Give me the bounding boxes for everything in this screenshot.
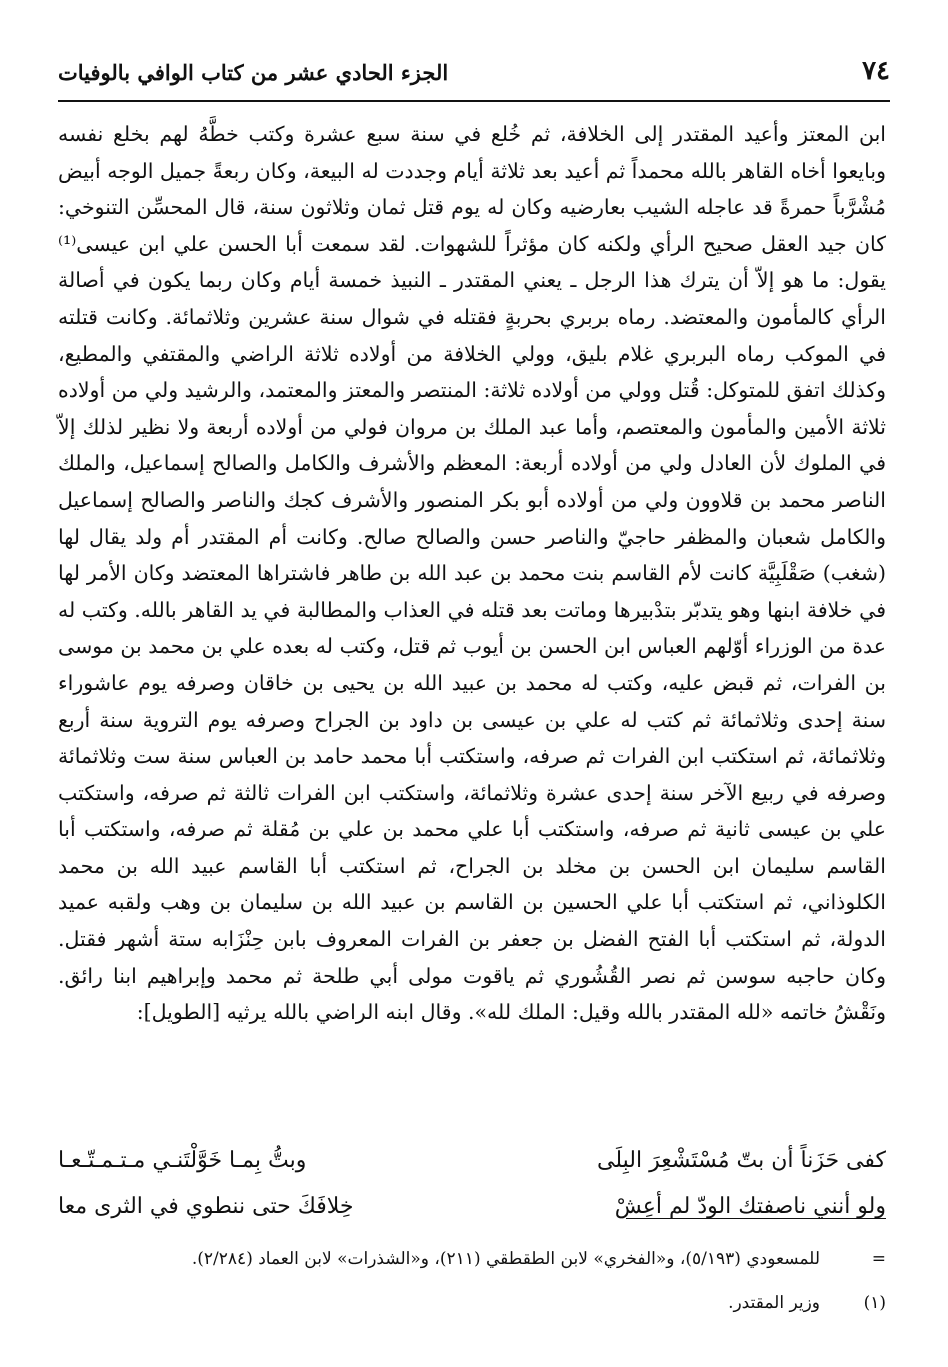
verse-1-first-hemistich: كفى حَزَناً أن بتّ مُسْتَشْعِرَ البِلَى: [597, 1148, 886, 1173]
verse-1: [58, 1138, 886, 1184]
header-rule: [58, 100, 890, 102]
page-header: [58, 52, 890, 100]
footnote-mark: (١): [863, 1293, 886, 1313]
footnote-text: وزير المقتدر.: [728, 1293, 820, 1313]
page-number: ٧٤: [862, 56, 890, 86]
verse-2-first-hemistich: ولو أنني ناصفتك الودّ لم أعِشْ: [614, 1194, 886, 1219]
poem: [58, 1138, 886, 1230]
footnote-continued: [58, 1244, 886, 1288]
footnote-mark: =: [871, 1249, 886, 1269]
footnotes: [58, 1244, 886, 1332]
verse-2-second-hemistich: خِلافَكَ حتى ننطوي في الثرى معا: [58, 1194, 354, 1219]
footnote-text: للمسعودي (٥/١٩٣)، و«الفخري» لابن الطقطقي (٢١١)، و«الشذرات» لابن العماد (٢/٢٨٤).: [191, 1249, 820, 1269]
body-paragraph: ابن المعتز وأعيد المقتدر إلى الخلافة، ثم خُلع في سنة سبع عشرة وكتب خطَّهُ لهم بخلع نفسه وبايعوا أخاه القاهر بالله محمداً ثم أعيد بعد ثلاثة أيام وجددت له البيعة، وكان ربعةً جميل الوجه أبيض مُشْرَّباً حمرةً قد عاجله الشيب بعارضيه وكان له يوم قتل ثمان وثلاثون سنة، قال المحسِّن التنوخي: كان جيد العقل صحيح الرأي ولكنه كان مؤثراً للشهوات. لقد سمعت أبا الحسن علي ابن عيسى⁽¹⁾ يقول: ما هو إلاّ أن يترك هذا الرجل ـ يعني المقتدر ـ النبيذ خمسة أيام وكان ربما يكون في أصالة الرأي كالمأمون والمعتضد. رماه بربري بحربةٍ فقتله في شوال سنة عشرين وثلاثمائة. وكانت قتلته في الموكب رماه البربري غلام بليق، وولي الخلافة من أولاده ثلاثة الراضي والمقتفي والمطيع، وكذلك اتفق للمتوكل: قُتل وولي من أولاده ثلاثة: المنتصر والمعتز والمعتمد، والرشيد ولي من أولاده ثلاثة الأمين والمأمون والمعتصم، وأما عبد الملك بن مروان فولي من أولاده أربعة ولا نظير لذلك إلاّ في الملوك لأن العادل ولي من أولاده أربعة: المعظم والأشرف والكامل والصالح إسماعيل، والملك الناصر محمد بن قلاوون ولي من أولاده أبو بكر المنصور والأشرف كجك والناصر والصالح إسماعيل والكامل شعبان والمظفر حاجيّ والناصر حسن والصالح صالح. وكانت أم المقتدر أم ولد يقال لها (شغب) صَقْلَبِيَّة كانت لأم القاسم بنت محمد بن عبد الله بن طاهر فاشتراها المعتضد وكان الأمر لها في خلافة ابنها وهو يتدبّر بتدْبيرها وماتت بعد قتله في العذاب والمطالبة في يد القاهر بالله. وكتب له عدة من الوزراء أوّلهم العباس ابن الحسن بن أيوب ثم قتل، وكتب له بعده علي بن محمد بن موسى بن الفرات، ثم قبض عليه، وكتب له محمد بن عبيد الله بن يحيى بن خاقان وصرفه يوم عاشوراء سنة إحدى وثلاثمائة ثم كتب له علي بن عيسى بن داود بن الجراح وصرفه يوم التروية سنة أربع وثلاثمائة، ثم استكتب ابن الفرات ثم صرفه، واستكتب أبا محمد حامد بن العباس سنة ست وثلاثمائة وصرفه في ربيع الآخر سنة إحدى عشرة وثلاثمائة، واستكتب ابن الفرات ثالثة ثم صرفه، واستكتب علي بن عيسى ثانية ثم صرفه، واستكتب أبا علي محمد بن علي بن مُقلة ثم صرفه، واستكتب أبا القاسم سليمان ابن الحسن بن مخلد بن الجراح، ثم استكتب أبا القاسم عبيد الله بن محمد الكلوذاني، ثم استكتب أبا علي الحسين بن القاسم بن عبيد الله بن سليمان بن وهب ولقبه عميد الدولة، ثم استكتب أبا الفتح الفضل بن جعفر بن الفرات المعروف بابن حِنْزَابه ستة أشهر فقتل. وكان حاجبه سوسن ثم نصر القُشُوري ثم ياقوت مولى أبي طلحة ثم محمد وإبراهيم ابنا رائق. ونَقْشُ خاتمه «لله المقتدر بالله وقيل: الملك لله». وقال ابنه الراضي بالله يرثيه [الطويل]:: [58, 122, 886, 1025]
verse-1-second-hemistich: وبتُّ بِمـا خَوَّلْتَنـي مـتـمـتّـعـا: [58, 1148, 307, 1173]
footnote-1: [58, 1288, 886, 1332]
footnote-rule: [626, 1218, 886, 1219]
main-text: [58, 116, 886, 1031]
running-title: الجزء الحادي عشر من كتاب الوافي بالوفيات: [58, 60, 449, 85]
verse-2: [58, 1184, 886, 1230]
